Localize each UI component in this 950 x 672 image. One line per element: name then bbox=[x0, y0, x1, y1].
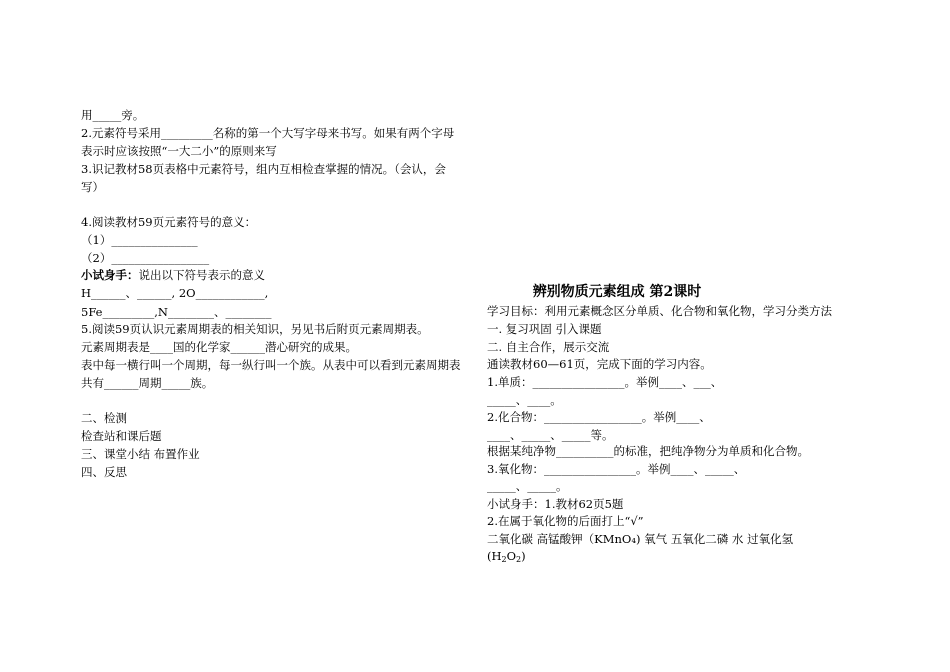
formula-subscript: 2 bbox=[501, 555, 507, 564]
text-line: 1.单质：________________。举例____、___、 bbox=[487, 375, 723, 389]
text-line: 4.阅读教材59页元素符号的意义： bbox=[81, 215, 257, 229]
text-line: （2）_________________ bbox=[81, 251, 210, 265]
text-line: 3.识记教材58页表格中元素符号，组内互相检查掌握的情况。（会认，会 bbox=[81, 162, 446, 176]
substance-list: 二氧化碳 高锰酸钾（KMnO₄) 氧气 五氧化二磷 水 过氧化氢 bbox=[487, 532, 794, 546]
practice-text: 说出以下符号表示的意义 bbox=[138, 268, 265, 282]
text-line: 5Fe_________,N________、________ bbox=[81, 305, 272, 319]
text-line: 一. 复习巩固 引入课题 bbox=[487, 322, 602, 336]
text-line: 2.化合物：_________________。举例____、 bbox=[487, 410, 711, 424]
section-heading: 四、反思 bbox=[81, 465, 127, 479]
text-line: 用_____旁。 bbox=[81, 108, 145, 122]
text-line: 二. 自主合作，展示交流 bbox=[487, 340, 610, 354]
text-line: 5.阅读59页认识元素周期表的相关知识，另见书后附页元素周期表。 bbox=[81, 322, 429, 336]
practice-heading bbox=[81, 267, 466, 283]
text-line: 表中每一横行叫一个周期，每一纵行叫一个族。从表中可以看到元素周期表 bbox=[81, 358, 461, 372]
text-line: 2.元素符号采用_________名称的第一个大写字母来书写。如果有两个字母 bbox=[81, 126, 455, 140]
text-line: 根据某纯净物__________的标准，把纯净物分为单质和化合物。 bbox=[487, 444, 809, 458]
formula-part: (H bbox=[487, 549, 502, 563]
text-line: 元素周期表是____国的化学家______潜心研究的成果。 bbox=[81, 340, 357, 354]
text-line: _____、____。 bbox=[487, 393, 562, 407]
text-line: 3.氧化物：________________。举例____、_____、 bbox=[487, 462, 746, 476]
text-line: 写） bbox=[81, 180, 104, 194]
formula-subscript: 2 bbox=[516, 555, 522, 564]
text-line: 通读教材60—61页，完成下面的学习内容。 bbox=[487, 357, 712, 371]
text-line: H______、______, 2O____________, bbox=[81, 286, 269, 300]
text-line: ____、_____、_____等。 bbox=[487, 428, 614, 442]
practice-label: 小试身手： bbox=[81, 268, 139, 282]
text-line: _____、_____。 bbox=[487, 479, 568, 493]
text-line: 小试身手：1.教材62页5题 bbox=[487, 497, 624, 511]
formula-part: ) bbox=[521, 549, 526, 563]
section-heading: 三、课堂小结 布置作业 bbox=[81, 447, 200, 461]
text-line: 2.在属于氧化物的后面打上“√” bbox=[487, 514, 644, 528]
lesson-title: 辨别物质元素组成 第2课时 bbox=[532, 284, 702, 300]
text-line: 表示时应该按照“一大二小”的原则来写 bbox=[81, 144, 277, 158]
text-line: 学习目标：利用元素概念区分单质、化合物和氧化物，学习分类方法 bbox=[487, 304, 832, 318]
section-heading: 二、检测 bbox=[81, 411, 127, 425]
formula-part: O bbox=[506, 549, 517, 563]
text-line: 检查站和课后题 bbox=[81, 429, 162, 443]
formula-h2o2 bbox=[487, 548, 872, 568]
text-line: 共有______周期_____族。 bbox=[81, 376, 214, 390]
text-line: （1）_______________ bbox=[81, 233, 198, 247]
